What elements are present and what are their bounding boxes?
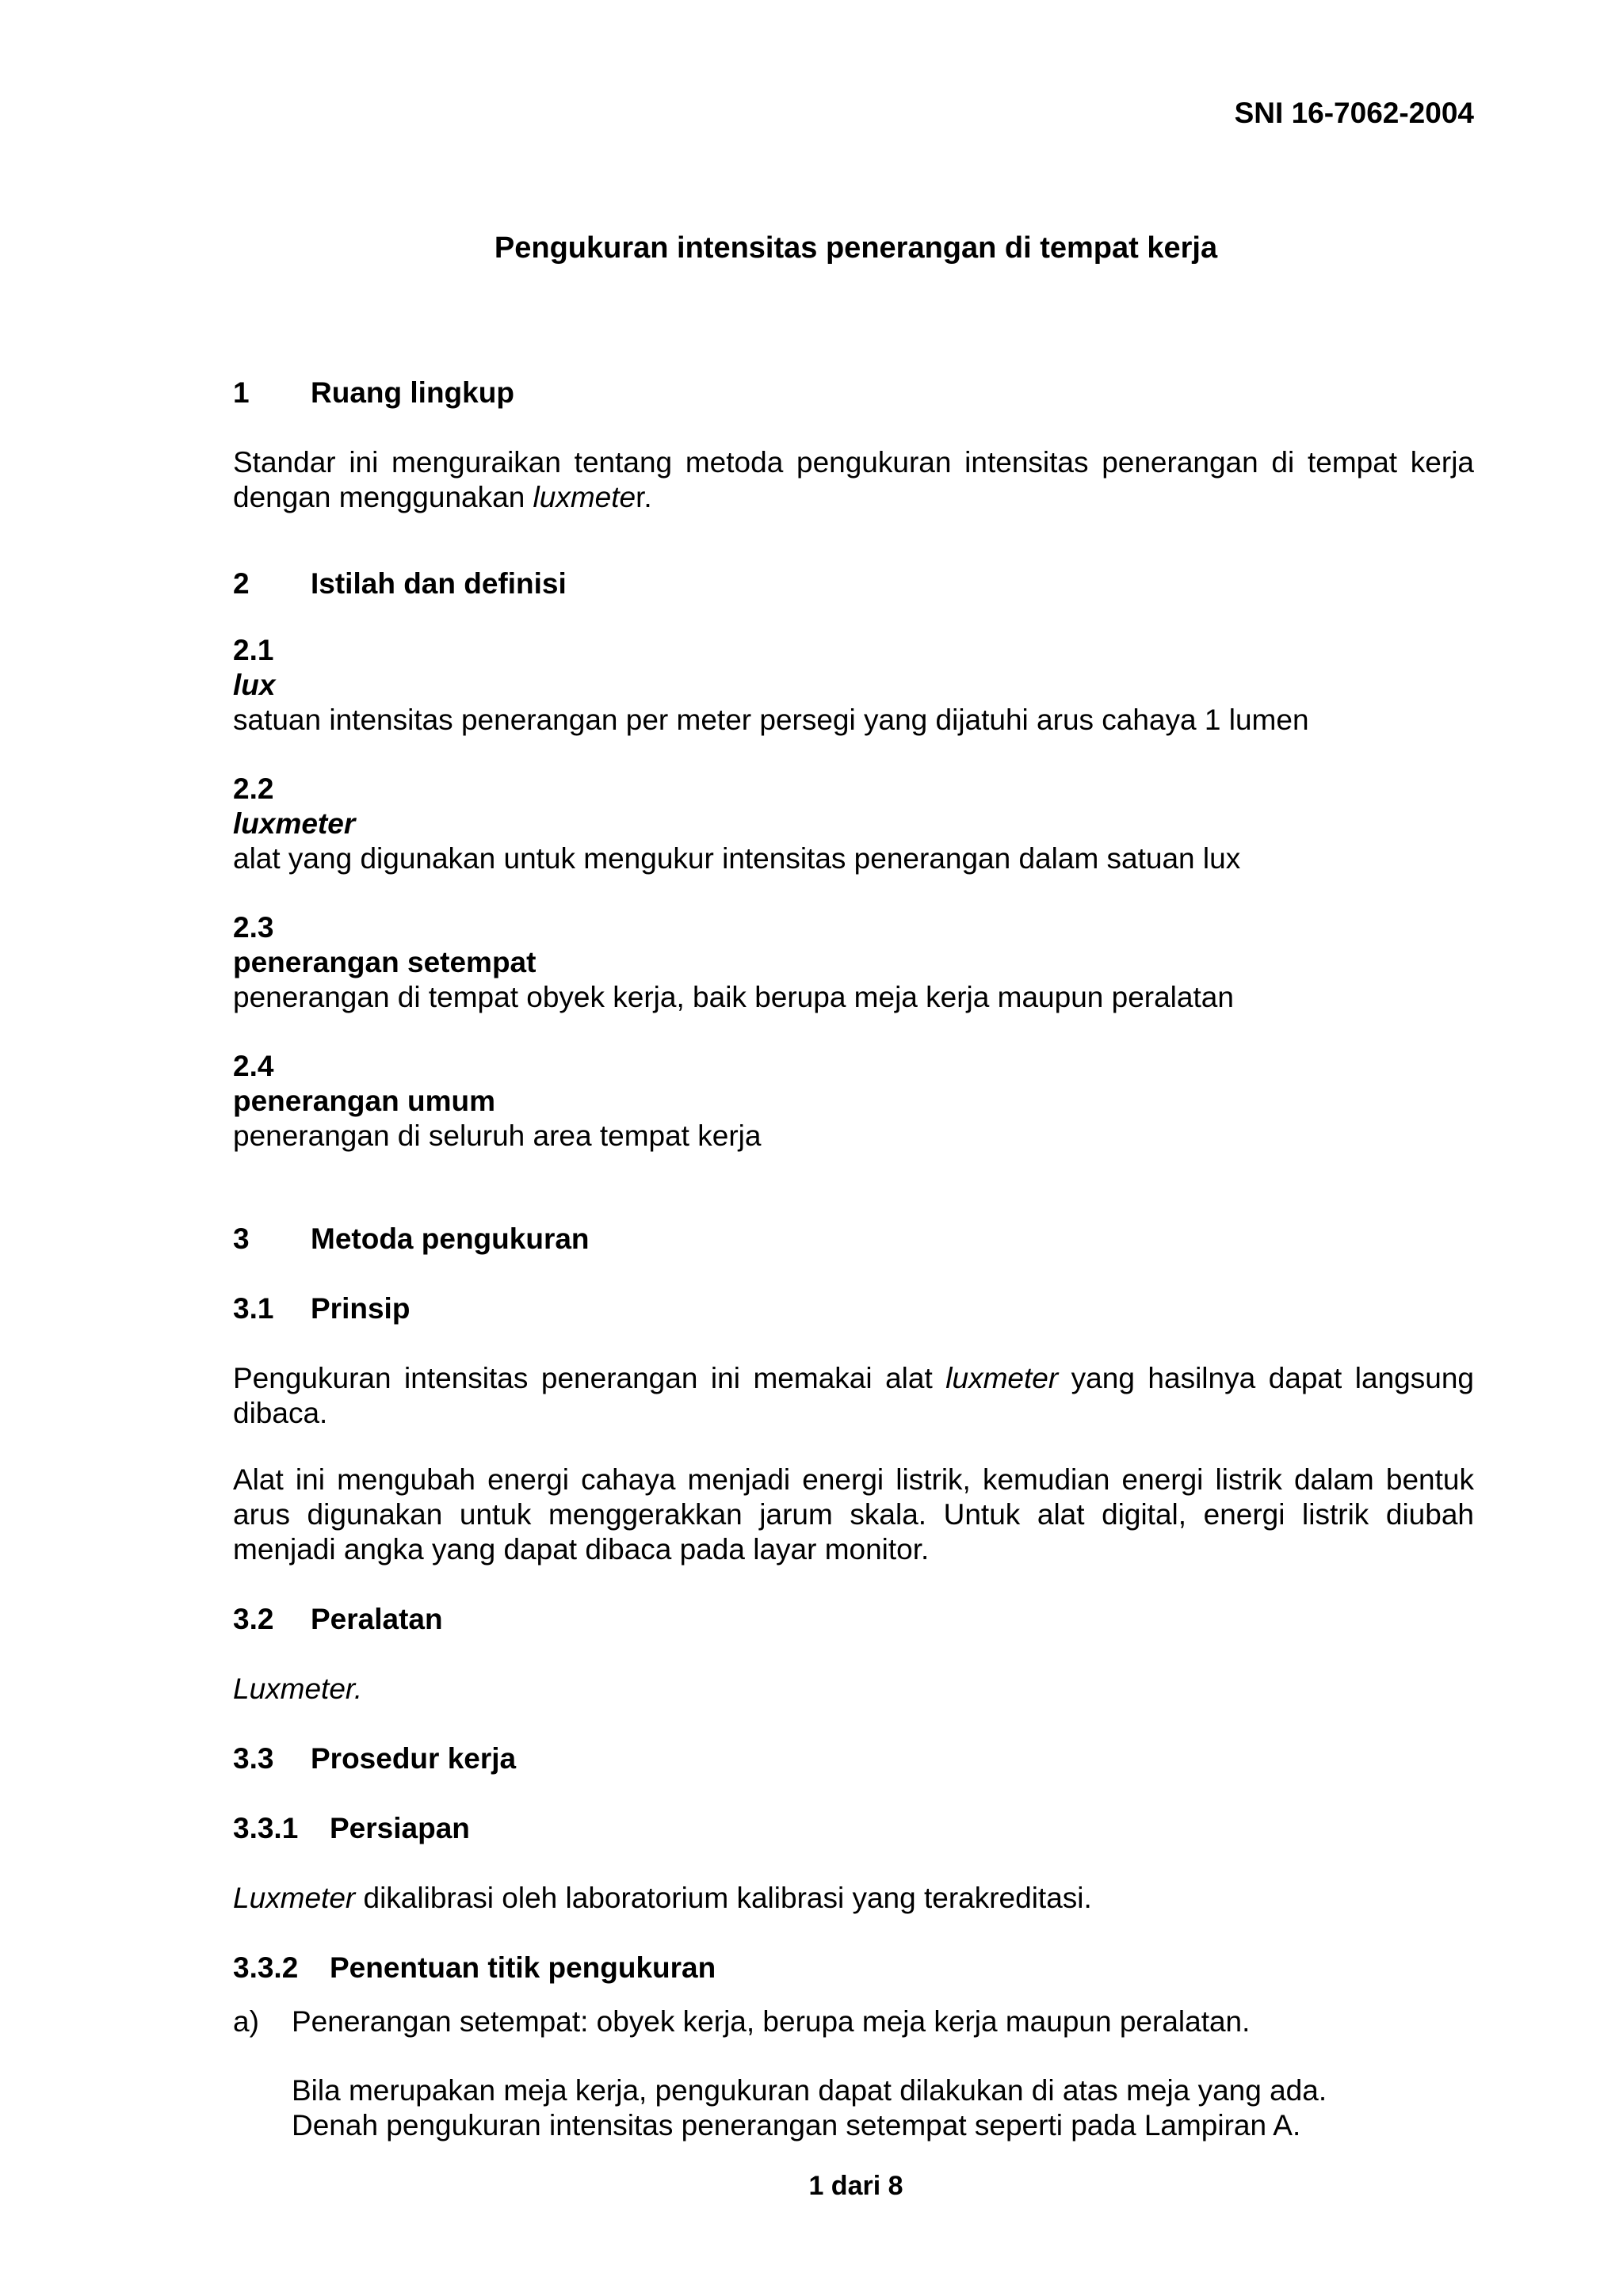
term-name: luxmeter [233,807,356,840]
page-number: 1 dari 8 [808,2171,903,2201]
term-number: 2.1 [233,634,274,666]
subsection-3-3-1-heading [233,1811,1474,1846]
term-entry [233,633,1474,738]
term-definition: alat yang digunakan untuk mengukur intensitas penerangan dalam satuan lux [233,842,1241,875]
section-number: 3.2 [233,1603,274,1635]
list-item-detail: Bila merupakan meja kerja, pengukuran dapat dilakukan di atas meja yang ada. [292,2074,1327,2107]
section-number: 3.3.2 [233,1951,299,1984]
section-title: Metoda pengukuran [311,1222,590,1255]
subsection-3-3-2-heading [233,1951,1474,1985]
list-item-detail: Denah pengukuran intensitas penerangan setempat seperti pada Lampiran A. [292,2109,1301,2142]
term-number: 2.3 [233,911,274,944]
term-definition: satuan intensitas penerangan per meter persegi yang dijatuhi arus cahaya 1 lumen [233,704,1309,736]
section-number: 3 [233,1222,250,1255]
paragraph-text: Pengukuran intensitas penerangan ini memakai alat [233,1362,946,1394]
paragraph [233,1881,1474,1916]
section-number: 2 [233,567,250,600]
term-number: 2.4 [233,1050,274,1082]
document-title: Pengukuran intensitas penerangan di tempat kerja [494,231,1218,265]
document-code: SNI 16-7062-2004 [1234,97,1474,129]
section-title: Prinsip [311,1292,411,1325]
section-3-heading [233,1222,1474,1257]
term-definition: penerangan di seluruh area tempat kerja [233,1119,762,1152]
paragraph-text: yang hasilnya dapat langsung dibaca. [233,1362,1474,1429]
italic-term: luxmeter [945,1362,1059,1394]
paragraph: Luxmeter. [233,1672,363,1705]
term-number: 2.2 [233,772,274,805]
subsection-3-3-heading [233,1741,1474,1776]
section-title: Persiapan [330,1812,470,1844]
term-name: penerangan umum [233,1085,495,1117]
list-item-label: a) [233,2005,259,2038]
paragraph-text: r. [636,481,652,513]
italic-term: luxmete [533,481,636,513]
section-title: Penentuan titik pengukuran [330,1951,716,1984]
section-2-heading [233,566,1474,601]
section-title: Peralatan [311,1603,443,1635]
term-entry [233,1049,1474,1154]
section-1-heading [233,376,1474,410]
paragraph-text: dikalibrasi oleh laboratorium kalibrasi yang terakreditasi. [355,1882,1092,1914]
term-entry [233,910,1474,1015]
section-1-body [233,445,1474,515]
term-definition: penerangan di tempat obyek kerja, baik berupa meja kerja maupun peralatan [233,981,1234,1013]
term-name: penerangan setempat [233,946,537,978]
paragraph-text: Standar ini menguraikan tentang metoda pengukuran intensitas penerangan di tempat kerja dengan menggunakan [233,446,1474,513]
section-title: Ruang lingkup [311,376,514,409]
section-title: Istilah dan definisi [311,567,567,600]
term-name: lux [233,669,276,701]
section-number: 3.3 [233,1742,274,1775]
subsection-3-2-heading [233,1602,1474,1637]
subsection-3-1-heading [233,1291,1474,1326]
section-number: 3.1 [233,1292,274,1325]
list-item-text: Penerangan setempat: obyek kerja, berupa meja kerja maupun peralatan. [292,2005,1251,2038]
section-number: 3.3.1 [233,1812,299,1844]
paragraph [233,1361,1474,1431]
section-title: Prosedur kerja [311,1742,517,1775]
term-entry [233,772,1474,876]
section-number: 1 [233,376,250,409]
italic-term: Luxmeter [233,1882,356,1914]
paragraph: Alat ini mengubah energi cahaya menjadi energi listrik, kemudian energi listrik dalam bentuk arus digunakan untuk menggerakkan jarum skala. Untuk alat digital, energi listrik diubah menjadi angka yang dapat dibaca pada layar monitor. [233,1463,1474,1566]
